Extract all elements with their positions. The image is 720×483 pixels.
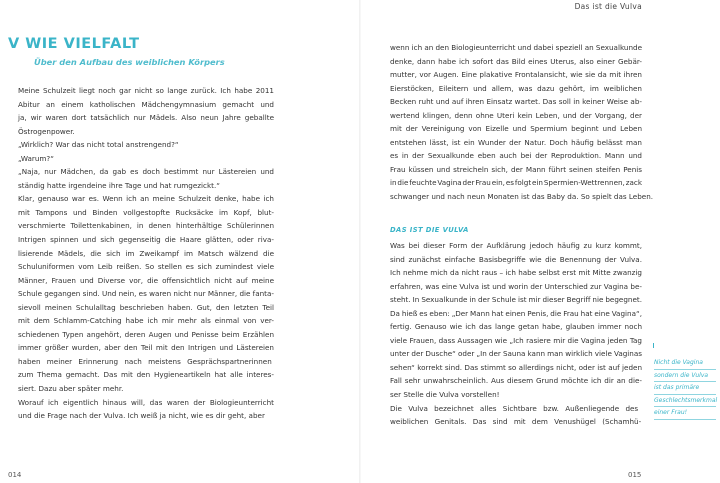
margin-note-line: Nicht die Vagina — [654, 357, 716, 370]
body-text-line: verschmierte Toilettenkabinen, in denen hinterhältige Schülerinnen — [18, 221, 274, 231]
body-text-line: „Wirklich? War das nicht total anstrengend?“ — [18, 140, 179, 150]
body-text-line: ser Stelle die Vulva vorstellen! — [390, 390, 500, 400]
body-text-line: in die feuchte Vagina der Frau ein, es folgt ein Spermien-Wettrennen, zack — [390, 178, 642, 188]
body-text-line: denke, dann habe ich sofort das Bild eines Uterus, also einer Gebär- — [390, 56, 642, 66]
chapter-subtitle: Über den Aufbau des weiblichen Körpers — [34, 57, 225, 67]
body-text-line: ja, wir waren dort tatsächlich nur Mädels. Also neun Jahre geballte — [18, 113, 274, 123]
right-page-body-top — [390, 41, 654, 204]
page-number-right: 015 — [628, 471, 642, 479]
body-text-line: mit dem Schlamm-Catching habe ich mir mehr als einmal von ver- — [18, 316, 274, 326]
body-text-line: Östrogenpower. — [18, 126, 75, 136]
body-text-line: Da hieß es eben: „Der Mann hat einen Penis, die Frau hat eine Vagina“, — [390, 308, 642, 318]
body-text-line: „Warum?“ — [18, 153, 54, 163]
body-text-line: Was bei dieser Form der Aufklärung jedoch häufig zu kurz kommt, — [390, 241, 642, 250]
margin-note-line: ist das primäre — [654, 382, 716, 395]
margin-note-marker — [653, 343, 654, 348]
body-text-line: Schuluniformen vom Leib reißen. So stellen es sich zumindest viele — [18, 262, 274, 272]
body-text-line: erfahren, was eine Vulva ist und worin der Unterschied zur Vagina be- — [390, 281, 642, 291]
body-text-line: Fall sehr unwahrscheinlich. Aus diesem Grund möchte ich dir an die- — [390, 376, 642, 386]
body-text-line: Frau küssen und streicheln sich, der Mann führt seinen steifen Penis — [390, 164, 642, 174]
page-number-left: 014 — [8, 471, 22, 479]
body-text-line: Schule gegangen sind. Und nein, es waren nicht nur Männer, die fanta- — [18, 289, 274, 299]
body-text-line: weiblichen Genitals. Das sind mit dem Venushügel (Schamhü- — [390, 417, 642, 427]
body-text-line: mutter, vor Augen. Eine plakative Frontalansicht, wie sie da mit ihren — [390, 70, 642, 80]
right-page-body-bottom — [390, 239, 642, 429]
body-text-line: schiedenen Typen angehört, deren Augen und Penisse beim Erzählen — [18, 329, 274, 339]
margin-note-line: sondern die Vulva — [654, 370, 716, 383]
margin-note-line: Geschlechtsmerkmal — [654, 395, 716, 408]
body-text-line: wertend klingen, denn ohne Uteri kein Leben, und der Vorgang, der — [390, 110, 642, 120]
body-text-line: es in der Sexualkunde eben auch bei der Reproduktion. Mann und — [390, 151, 642, 161]
body-text-line: lisierende Mädels, die sich im Zweikampf im Matsch wälzend die — [18, 248, 274, 258]
body-text-line: immer größer wurden, aber den Teil mit den Intrigen und Lästereien — [18, 343, 274, 353]
body-text-line: Klar, genauso war es. Wenn ich an meine Schulzeit denke, habe ich — [18, 194, 274, 204]
body-text-line: Meine Schulzeit liegt noch gar nicht so lange zurück. Ich habe 2011 — [18, 86, 274, 95]
section-heading: DAS IST DIE VULVA — [390, 226, 469, 234]
margin-note-line: einer Frau! — [654, 407, 716, 420]
body-text-line: fertig. Genauso wie ich das lange getan habe, glauben immer noch — [390, 322, 642, 332]
chapter-title: V WIE VIELFALT — [8, 36, 140, 52]
page-gutter — [359, 0, 361, 483]
body-text-line: sehen“ korrekt sind. Das stimmt so allerdings nicht, oder ist auf jeden — [390, 362, 642, 372]
body-text-line: Männer, Frauen und Diverse vor, die offensichtlich nicht auf meine — [18, 275, 274, 285]
body-text-line: Becken ruht und auf ihren Einsatz wartet. Das soll in keiner Weise ab- — [390, 97, 642, 107]
body-text-line: Abitur an einem katholischen Mädchengymnasium gemacht und — [18, 99, 274, 109]
body-text-line: Ich nehme mich da nicht raus – ich habe selbst erst mit Mitte zwanzig — [390, 268, 642, 278]
body-text-line: mit Tampons und Binden vollgestopfte Rucksäcke im Kopf, blut- — [18, 207, 274, 217]
body-text-line: Intrigen spinnen und sich gegenseitig die Haare glätten, oder riva- — [18, 235, 274, 245]
body-text-line: und die Frage nach der Vulva. Ich weiß ja nicht, wie es dir geht, aber — [18, 411, 265, 421]
body-text-line: Die Vulva bezeichnet alles Sichtbare bzw. Außenliegende des — [390, 403, 639, 413]
body-text-line: Eierstöcken, Eileitern und allem, was dazu gehört, im weiblichen — [390, 83, 642, 93]
body-text-line: mit der Vereinigung von Eizelle und Spermium beginnt und Leben — [390, 124, 642, 134]
margin-note — [654, 357, 716, 420]
body-text-line: zum Thema gemacht. Das mit den Hygieneartikeln hat alle interes- — [18, 370, 274, 380]
body-text-line: sievoll meinen Schulalltag beschrieben haben. Gut, den letzten Teil — [18, 302, 274, 312]
body-text-line: entstehen lässt, ist ein Wunder der Natur. Doch häufig belässt man — [390, 137, 642, 147]
body-text-line: Worauf ich eigentlich hinaus will, das waren der Biologieunterricht — [18, 397, 274, 407]
body-text-line: steht. In Sexualkunde in der Schule ist mir dieser Begriff nie begegnet. — [390, 295, 642, 305]
body-text-line: viele Frauen, dass Aussagen wie „Ich rasiere mir die Vagina jeden Tag — [390, 335, 642, 345]
body-text-line: siert. Dazu aber später mehr. — [18, 384, 124, 394]
body-text-line: schwanger und nach neun Monaten ist das Baby da. So spielt das Leben. — [390, 192, 654, 202]
running-head: Das ist die Vulva — [574, 2, 642, 11]
body-text-line: „Naja, nur Mädchen, da gab es doch bestimmt nur Lästereien und — [18, 167, 274, 177]
body-text-line: wenn ich an den Biologieunterricht und dabei speziell an Sexualkunde — [390, 43, 642, 52]
body-text-line: unter der Dusche“ oder „In der Sauna kann man wirklich viele Vaginas — [390, 349, 642, 359]
body-text-line: ständig hatte irgendeine ihre Tage und hat rumgezickt.“ — [18, 180, 220, 190]
body-text-line: haben meiner Erinnerung nach meistens Gesprächspartnerinnen — [18, 356, 272, 366]
left-page-body — [18, 84, 274, 423]
body-text-line: sind zunächst einfache Basisbegriffe wie die Benennung der Vulva. — [390, 254, 642, 264]
